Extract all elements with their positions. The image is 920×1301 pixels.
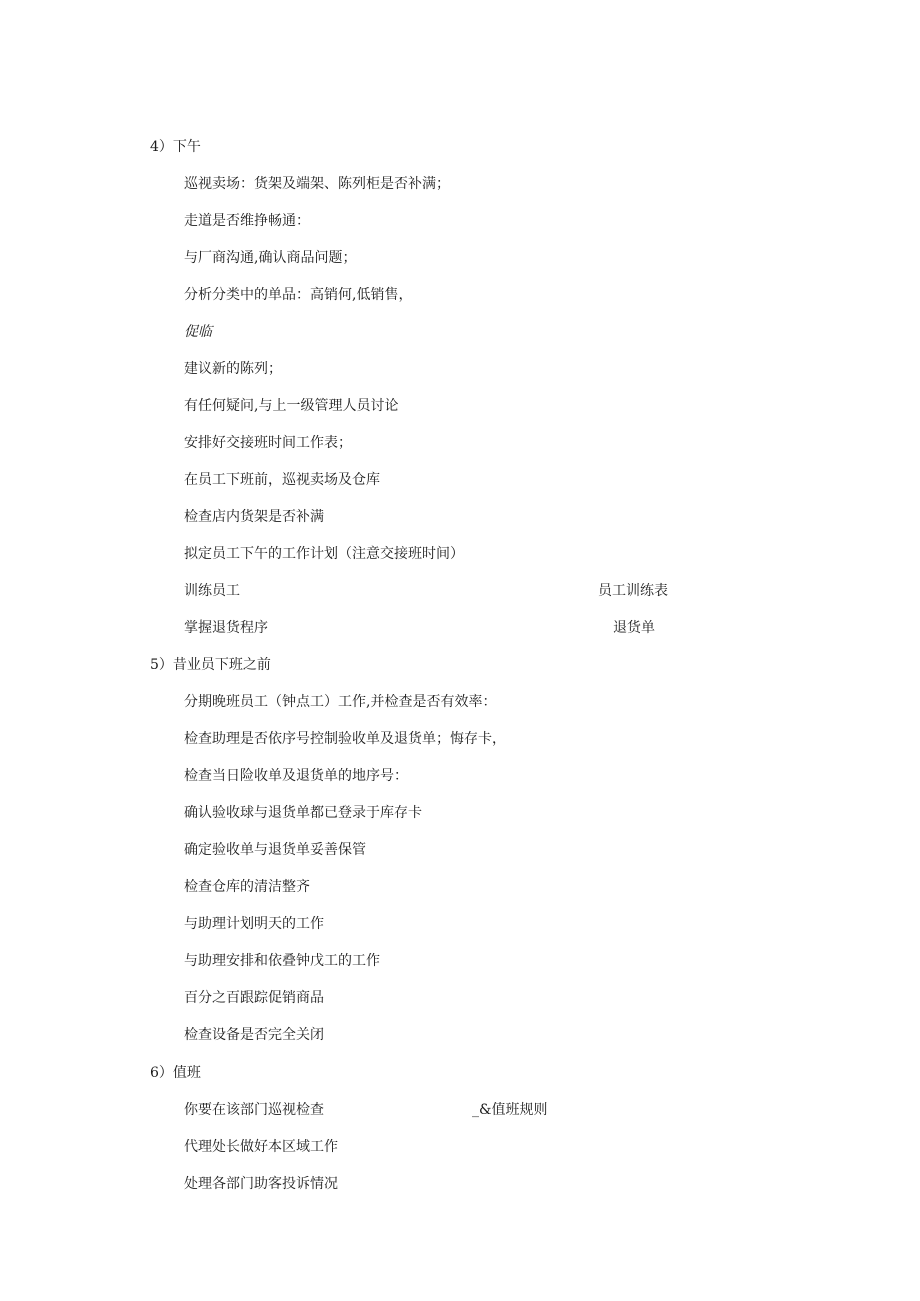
duty-rules-label: _&值班规则 (472, 1102, 548, 1118)
list-item: 与厂商沟通,确认商品问题； (184, 250, 357, 266)
list-item: 检查店内货架是否补满 (184, 509, 324, 525)
return-form-label: 退货单 (613, 620, 655, 636)
list-item: 建议新的陈列； (184, 361, 282, 377)
list-item: 促临 (184, 324, 212, 340)
list-item: 拟定员工下午的工作计划（注意交接班时间） (184, 546, 464, 562)
list-item: 分期晚班员工（钟点工）工作,并检查是否有效率： (184, 694, 497, 710)
list-item: 有任何疑问,与上一级管理人员讨论 (184, 398, 399, 414)
list-item: 检查设备是否完全关闭 (184, 1027, 324, 1043)
list-item: 训练员工 (184, 583, 240, 599)
list-item: 确认验收球与退货单都已登录于库存卡 (184, 805, 422, 821)
list-item: 检查仓库的清洁整齐 (184, 879, 310, 895)
list-item: 安排好交接班时间工作表； (184, 435, 352, 451)
section-heading-6: 6）值班 (150, 1065, 201, 1081)
training-form-label: 员工训练表 (598, 583, 668, 599)
list-item: 代理处长做好本区域工作 (184, 1139, 338, 1155)
section-heading-5: 5）昔业员下班之前 (150, 657, 271, 673)
list-item: 百分之百跟踪促销商品 (184, 990, 324, 1006)
list-item: 与助理安排和依叠钟戊工的工作 (184, 953, 380, 969)
list-item: 确定验收单与退货单妥善保管 (184, 842, 366, 858)
list-item: 检查助理是否依序号控制验收单及退货单；悔存卡， (184, 731, 506, 747)
list-item: 走道是否维挣畅通： (184, 213, 310, 229)
list-item: 掌握退货程序 (184, 620, 268, 636)
list-item: 巡视卖场：货架及端架、陈列柜是否补满； (184, 176, 450, 192)
list-item: 检查当日险收单及退货单的地序号： (184, 768, 408, 784)
list-item: 与助理计划明天的工作 (184, 916, 324, 932)
list-item: 在员工下班前，巡视卖场及仓库 (184, 472, 380, 488)
section-heading-4: 4）下午 (150, 139, 201, 155)
list-item: 分析分类中的单品：高销何,低销售， (184, 287, 413, 303)
list-item: 处理各部门助客投诉情况 (184, 1176, 338, 1192)
list-item: 你要在该部门巡视检查 (184, 1102, 324, 1118)
